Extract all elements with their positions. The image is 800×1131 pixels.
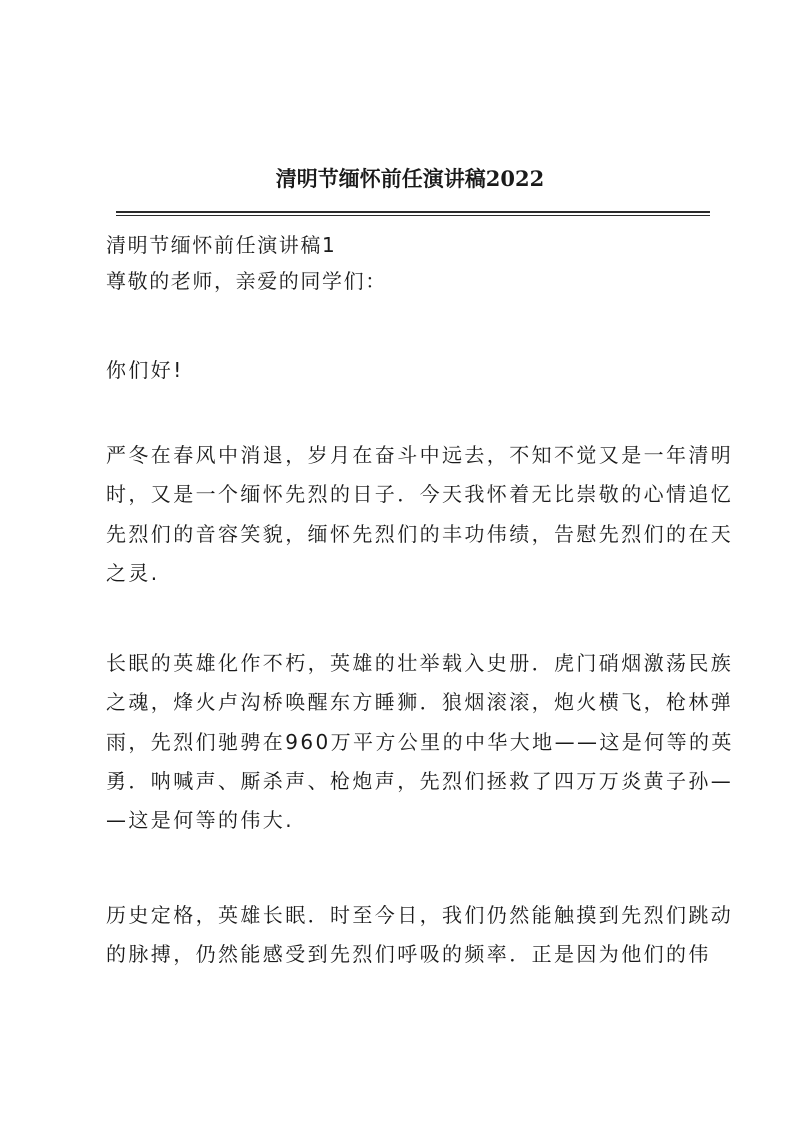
paragraph-2-line-2: 之魂，烽火卢沟桥唤醒东方睡狮．狼烟滚滚，炮火横飞，枪林弹 xyxy=(106,690,734,714)
paragraph-2-line-4: 勇．呐喊声、厮杀声、枪炮声，先烈们拯救了四万万炎黄子孙— xyxy=(106,769,734,793)
salutation: 尊敬的老师，亲爱的同学们： xyxy=(106,269,387,293)
paragraph-3-line-1: 历史定格，英雄长眠．时至今日，我们仍然能触摸到先烈们跳动 xyxy=(106,903,734,927)
greeting: 你们好! xyxy=(106,358,184,382)
title-divider-thick xyxy=(116,211,710,213)
paragraph-2-line-5: —这是何等的伟大. xyxy=(106,808,294,832)
paragraph-2-line-1: 长眠的英雄化作不朽，英雄的壮举载入史册．虎门硝烟激荡民族 xyxy=(106,651,734,675)
title-divider-thin xyxy=(116,215,710,216)
paragraph-1-line-2: 时，又是一个缅怀先烈的日子．今天我怀着无比崇敬的心情追忆 xyxy=(106,482,734,506)
paragraph-2-line-3: 雨，先烈们驰骋在960万平方公里的中华大地——这是何等的英 xyxy=(106,730,734,754)
paragraph-1-line-3: 先烈们的音容笑貌，缅怀先烈们的丰功伟绩，告慰先烈们的在天 xyxy=(106,522,734,546)
section-heading: 清明节缅怀前任演讲稿1 xyxy=(106,233,337,257)
paragraph-1-line-1: 严冬在春风中消退，岁月在奋斗中远去，不知不觉又是一年清明 xyxy=(106,443,734,467)
paragraph-3-line-2: 的脉搏，仍然能感受到先烈们呼吸的频率．正是因为他们的伟 xyxy=(106,942,711,966)
document-title: 清明节缅怀前任演讲稿2022 xyxy=(275,166,545,191)
paragraph-1-line-4: 之灵. xyxy=(106,561,160,585)
